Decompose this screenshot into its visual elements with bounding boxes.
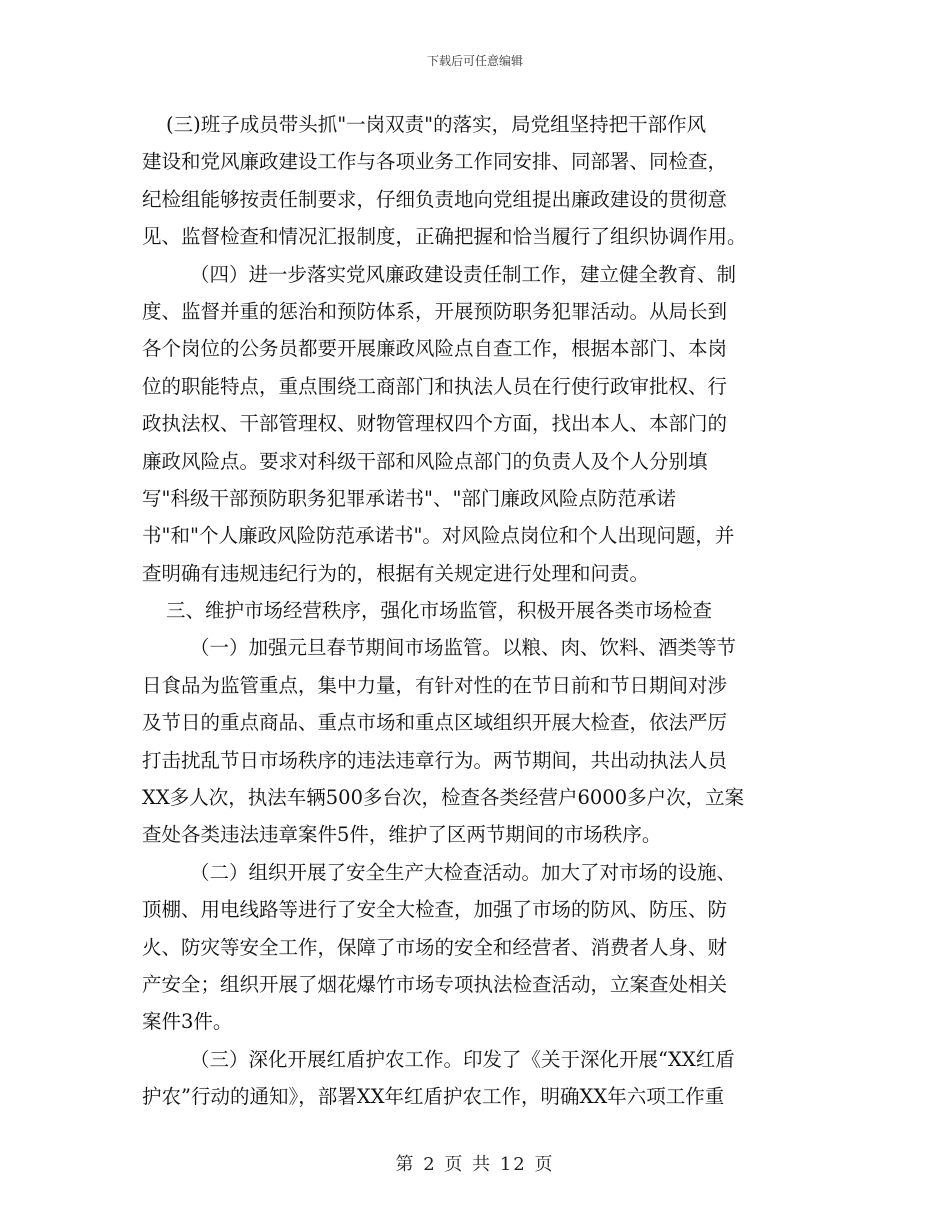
paragraph-line: 火、防灾等安全工作，保障了市场的安全和经营者、消费者人身、财 (142, 935, 728, 959)
paragraph-line: 政执法权、干部管理权、财物管理权四个方面，找出本人、本部门的 (142, 412, 728, 436)
paragraph-line: （四）进一步落实党风廉政建设责任制工作，建立健全教育、制 (190, 262, 737, 286)
paragraph-line: 写"科级干部预防职务犯罪承诺书"、"部门廉政风险点防范承诺 (142, 486, 676, 510)
paragraph-line: 查处各类违法违章案件5件，维护了区两节期间的市场秩序。 (142, 823, 662, 847)
paragraph-line: （三）深化开展红盾护农工作。印发了《关于深化开展“XX红盾 (190, 1047, 735, 1071)
paragraph-line: 顶棚、用电线路等进行了安全大检查，加强了市场的防风、防压、防 (142, 898, 728, 922)
document-body (142, 106, 812, 1116)
paragraph-line: 各个岗位的公务员都要开展廉政风险点自查工作，根据本部门、本岗 (142, 337, 728, 361)
paragraph-line: 查明确有违规违纪行为的，根据有关规定进行处理和问责。 (142, 561, 650, 585)
paragraph-line: （一）加强元旦春节期间市场监管。以粮、肉、饮料、酒类等节 (190, 636, 737, 660)
section-heading: 三、维护市场经营秩序，强化市场监管，积极开展各类市场检查 (166, 599, 713, 623)
paragraph-line: 度、监督并重的惩治和预防体系，开展预防职务犯罪活动。从局长到 (142, 299, 728, 323)
paragraph-line: 产安全；组织开展了烟花爆竹市场专项执法检查活动，立案查处相关 (142, 972, 728, 996)
paragraph-line: （二）组织开展了安全生产大检查活动。加大了对市场的设施、 (190, 860, 737, 884)
paragraph-line: 案件3件。 (142, 1010, 233, 1034)
paragraph-line: 书"和"个人廉政风险防范承诺书"。对风险点岗位和个人出现问题，并 (142, 524, 735, 548)
page-header-note: 下载后可任意编辑 (426, 54, 523, 68)
paragraph-line: XX多人次，执法车辆500多台次，检查各类经营户6000多户次，立案 (142, 786, 745, 810)
paragraph-line: 廉政风险点。要求对科级干部和风险点部门的负责人及个人分别填 (142, 449, 708, 473)
paragraph-line: 日食品为监管重点，集中力量，有针对性的在节日前和节日期间对涉 (142, 673, 728, 697)
paragraph-line: (三)班子成员带头抓"一岗双责"的落实，局党组坚持把干部作风 (166, 113, 707, 136)
page-number-footer: 第 2 页 共 12 页 (395, 1154, 555, 1175)
paragraph-line: 护农”行动的通知》，部署XX年红盾护农工作，明确XX年六项工作重 (142, 1085, 725, 1109)
paragraph-line: 纪检组能够按责任制要求，仔细负责地向党组提出廉政建设的贯彻意 (142, 187, 728, 211)
paragraph-line: 见、监督检查和情况汇报制度，正确把握和恰当履行了组织协调作用。 (142, 225, 747, 249)
paragraph-line: 建设和党风廉政建设工作与各项业务工作同安排、同部署、同检查， (142, 150, 728, 174)
paragraph-line: 位的职能特点，重点围绕工商部门和执法人员在行使行政审批权、行 (142, 374, 728, 398)
paragraph-line: 打击扰乱节日市场秩序的违法违章行为。两节期间，共出动执法人员 (142, 748, 728, 772)
paragraph-line: 及节日的重点商品、重点市场和重点区域组织开展大检查，依法严厉 (142, 711, 728, 735)
